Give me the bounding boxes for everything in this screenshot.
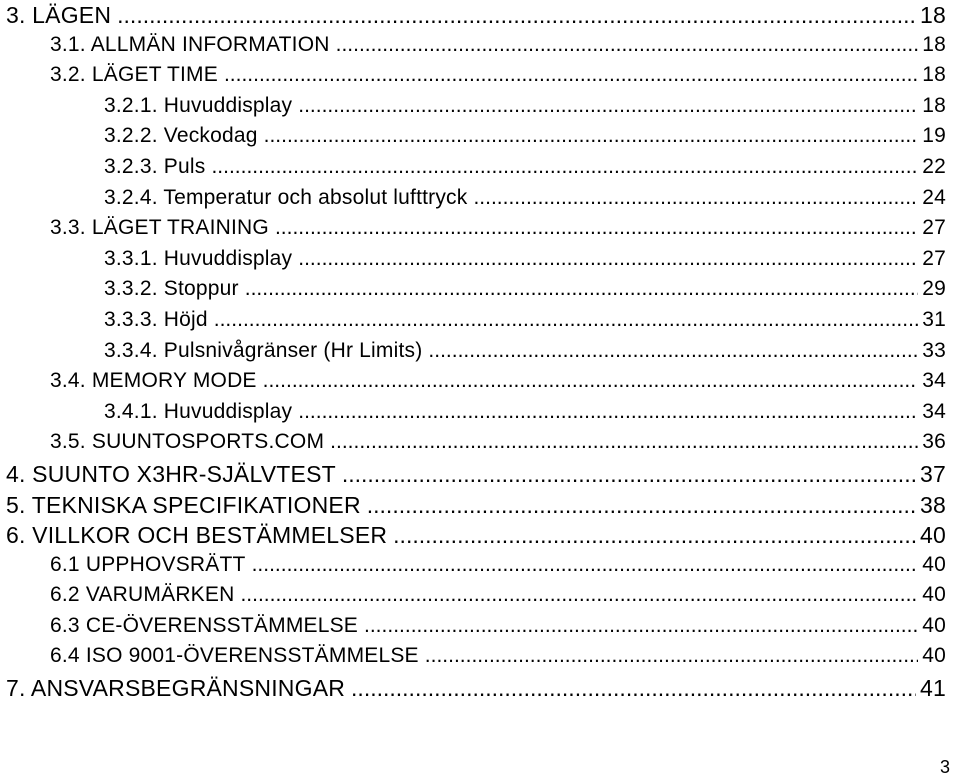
toc-entry[interactable] [50,430,946,454]
toc-entry[interactable] [104,339,946,363]
toc-entry[interactable] [104,308,946,332]
toc-entry[interactable] [50,33,946,57]
toc-entry-label: 3.3. LÄGET TRAINING [50,216,269,240]
toc-row [0,459,960,490]
dot-leader [298,400,918,424]
toc-row [0,122,960,153]
toc-row [0,581,960,612]
toc-entry[interactable] [104,277,946,301]
toc-entry-page: 31 [922,307,946,331]
dot-leader [364,614,918,638]
dot-leader [240,583,918,607]
toc-entry[interactable] [6,2,946,29]
toc-entry-label: 3.3.2. Stoppur [104,277,239,301]
toc-entry-label: 6.3 CE-ÖVERENSSTÄMMELSE [50,613,359,637]
toc-entry-page: 40 [922,644,946,668]
toc-entry-label: 3.3.3. Höjd [104,307,208,331]
toc-entry-label: 3.5. SUUNTOSPORTS.COM [50,430,325,454]
toc-row [0,92,960,123]
toc-entry-page: 40 [922,583,946,607]
toc-entry[interactable] [104,247,946,271]
toc-entry[interactable] [50,369,946,393]
dot-leader [252,553,919,577]
toc-entry-label: 3.4. MEMORY MODE [50,369,257,393]
toc-entry[interactable] [104,186,946,210]
dot-leader [336,33,919,57]
toc-entry-page: 24 [922,185,946,209]
toc-entry-page: 38 [920,491,946,518]
toc-entry-label: 6.2 VARUMÄRKEN [50,583,235,607]
toc-entry-page: 40 [920,522,946,549]
toc-entry-page: 40 [922,552,946,576]
toc-entry-page: 40 [922,613,946,637]
dot-leader [330,430,918,454]
dot-leader [473,186,918,210]
dot-leader [117,2,916,29]
toc-entry-page: 18 [920,2,946,28]
toc-row [0,673,960,704]
toc-entry-page: 18 [922,93,946,117]
toc-row [0,0,960,31]
toc-row [0,61,960,92]
toc-entry-label: 4. SUUNTO X3HR-SJÄLVTEST [6,460,336,487]
toc-entry[interactable] [50,583,946,607]
toc-entry-label: 3.2.2. Veckodag [104,124,258,148]
toc-entry[interactable] [104,155,946,179]
toc-entry-page: 33 [922,338,946,362]
toc-entry[interactable] [6,492,946,519]
dot-leader [245,277,919,301]
toc-row [0,153,960,184]
toc-entry[interactable] [104,124,946,148]
toc-entry[interactable] [50,216,946,240]
toc-entry-page: 41 [920,675,946,702]
toc-entry-page: 27 [922,216,946,240]
toc-entry-label: 3.1. ALLMÄN INFORMATION [50,32,330,56]
dot-leader [425,644,918,668]
dot-leader [211,155,918,179]
toc-entry-label: 6.1 UPPHOVSRÄTT [50,552,246,576]
dot-leader [393,522,916,549]
toc-entry-label: 3.2.4. Temperatur och absolut lufttryck [104,185,468,209]
toc-row [0,367,960,398]
dot-leader [342,461,916,488]
toc-row [0,612,960,643]
toc-entry-page: 18 [922,63,946,87]
toc-entry[interactable] [104,94,946,118]
toc-entry-label: 3.4.1. Huvuddisplay [104,399,293,423]
toc-row [0,551,960,582]
toc-entry[interactable] [50,614,946,638]
toc-entry-page: 36 [922,430,946,454]
toc-entry[interactable] [6,675,946,702]
toc-entry-label: 3.2.1. Huvuddisplay [104,93,293,117]
toc-row [0,398,960,429]
toc-entry-page: 29 [922,277,946,301]
toc-entry-label: 6. VILLKOR OCH BESTÄMMELSER [6,522,388,549]
toc-entry-page: 18 [922,32,946,56]
toc-row [0,490,960,521]
toc-entry-label: 6.4 ISO 9001-ÖVERENSSTÄMMELSE [50,644,419,668]
toc-entry-page: 27 [922,246,946,270]
toc-entry[interactable] [50,644,946,668]
toc-row [0,245,960,276]
dot-leader [264,124,919,148]
toc-entry[interactable] [6,461,946,488]
toc-row [0,184,960,215]
toc-entry[interactable] [6,522,946,549]
toc-entry-label: 3. LÄGEN [6,2,112,28]
dot-leader [428,339,918,363]
dot-leader [263,369,919,393]
toc-entry-page: 34 [922,369,946,393]
dot-leader [224,63,918,87]
dot-leader [275,216,918,240]
toc-entry-page: 37 [920,460,946,487]
toc-row [0,428,960,459]
dot-leader [351,675,916,702]
toc-entry-label: 3.3.4. Pulsnivågränser (Hr Limits) [104,338,423,362]
toc-entry-label: 7. ANSVARSBEGRÄNSNINGAR [6,675,346,702]
dot-leader [367,492,916,519]
toc-entry-label: 3.3.1. Huvuddisplay [104,246,293,270]
toc-row [0,337,960,368]
toc-entry[interactable] [50,553,946,577]
toc-entry-page: 34 [922,399,946,423]
toc-row [0,275,960,306]
toc-row [0,642,960,673]
toc-row [0,214,960,245]
page-number: 3 [939,757,950,777]
toc-entry[interactable] [50,63,946,87]
toc-entry[interactable] [104,400,946,424]
dot-leader [298,94,918,118]
toc-entry-label: 3.2. LÄGET TIME [50,63,218,87]
toc-entry-page: 19 [922,124,946,148]
toc-entry-label: 3.2.3. Puls [104,154,206,178]
dot-leader [214,308,918,332]
toc-row [0,31,960,62]
toc-entry-label: 5. TEKNISKA SPECIFIKATIONER [6,491,361,518]
toc-entry-page: 22 [922,154,946,178]
dot-leader [298,247,918,271]
toc-row [0,306,960,337]
toc-row [0,520,960,551]
